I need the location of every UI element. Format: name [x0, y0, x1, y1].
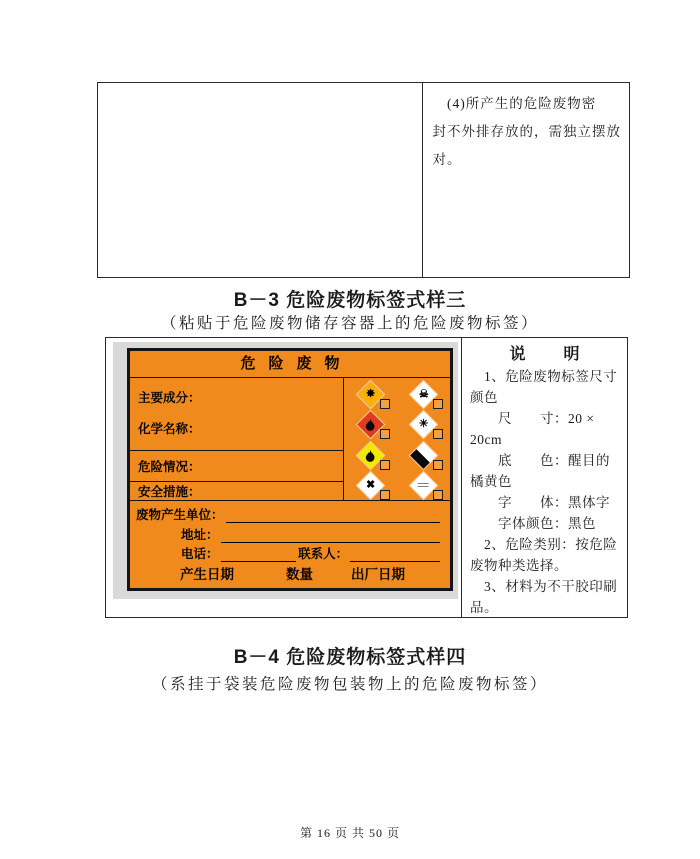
- hazard-checkbox: [380, 399, 390, 409]
- note-line: 字体颜色：黑色: [470, 516, 596, 531]
- hazardous-waste-label: [127, 348, 453, 591]
- note-line: 废物种类选择。: [470, 558, 568, 573]
- note-line: 尺 寸：20 ×: [470, 411, 595, 426]
- pictogram-explosive: [344, 379, 397, 410]
- hazard-checkbox: [380, 490, 390, 500]
- skull-icon: ☠: [410, 381, 437, 408]
- notes-cell: [462, 338, 627, 617]
- notes-header: 说 明: [509, 346, 582, 363]
- ship-date-label: 出厂日期: [351, 567, 405, 583]
- label-figure-cell: [106, 338, 462, 617]
- explosive-icon: ✸: [357, 381, 384, 408]
- phone-label: 电话：: [181, 547, 219, 562]
- paragraph-line: 封不外排存放的，需独立摆放: [432, 124, 621, 139]
- note-line: 橘黄色: [470, 474, 512, 489]
- page-number: 第 16 页 共 50 页: [299, 826, 400, 840]
- note-line: 1、危险废物标签尺寸: [470, 369, 618, 384]
- note-line: 20cm: [470, 432, 502, 447]
- paragraph-line: 对。: [432, 152, 462, 167]
- dates-row: [136, 564, 442, 582]
- paragraph-line: (4)所产生的危险废物密: [432, 96, 597, 111]
- pictogram-flammable: [344, 410, 397, 441]
- note-line: 品。: [470, 600, 498, 615]
- note-line: 颜色: [470, 390, 498, 405]
- label-title: 危险废物: [130, 351, 450, 378]
- section-b4-title: B－4 危险废物标签式样四: [233, 647, 467, 668]
- top-table-empty-cell: [98, 83, 423, 277]
- note-line: 字 体：黑体字: [470, 495, 610, 510]
- producer-label: 废物产生单位：: [136, 507, 224, 522]
- field-main-component: 主要成分：: [138, 391, 201, 406]
- note-line: 2、危险类别：按危险: [470, 537, 618, 552]
- field-safety-measures: 安全措施：: [138, 485, 201, 499]
- cross-icon: ✖: [357, 472, 384, 499]
- hazard-checkbox: [433, 429, 443, 439]
- hazard-pictogram-grid: [343, 378, 450, 500]
- field-cell: [130, 378, 343, 451]
- hazard-checkbox: [380, 429, 390, 439]
- pictogram-corrosive: [397, 440, 450, 471]
- top-table-text-cell: [423, 83, 630, 277]
- producer-row: [136, 505, 442, 523]
- blank-line: [221, 529, 440, 543]
- pictogram-harmful: [344, 471, 397, 502]
- hazard-checkbox: [433, 460, 443, 470]
- section-b3-title: B－3 危险废物标签式样三: [233, 290, 467, 311]
- address-label: 地址：: [181, 527, 219, 542]
- pictogram-miscellaneous: [397, 471, 450, 502]
- label-fields-column: [130, 378, 343, 500]
- section-b3-subtitle: （粘贴于危险废物储存容器上的危险废物标签）: [160, 315, 539, 332]
- pictogram-toxic: [397, 379, 450, 410]
- pictogram-infectious: [397, 410, 450, 441]
- hazard-checkbox: [433, 399, 443, 409]
- pictogram-oxidizer: [344, 440, 397, 471]
- starburst-icon: ✳: [410, 411, 437, 438]
- field-hazard-condition: 危险情况：: [138, 459, 201, 474]
- label-figure-table: [105, 337, 628, 618]
- label-photo-background: [113, 342, 458, 599]
- contact-label: 联系人：: [298, 547, 349, 562]
- section-b4-subtitle: （系挂于袋装危险废物包装物上的危险废物标签）: [151, 676, 548, 693]
- field-cell: [130, 482, 343, 500]
- note-line: 底 色：醒目的: [470, 453, 610, 468]
- blank-line: [226, 509, 440, 523]
- hazard-checkbox: [433, 490, 443, 500]
- note-line: 3、材料为不干胶印刷: [470, 579, 618, 594]
- field-cell: [130, 451, 343, 482]
- blank-line: [221, 548, 297, 562]
- address-row: [136, 525, 442, 543]
- produce-date-label: 产生日期: [180, 567, 234, 583]
- blank-line: [350, 548, 440, 562]
- quantity-label: 数量: [286, 567, 313, 583]
- hazard-checkbox: [380, 460, 390, 470]
- top-table: [97, 82, 630, 278]
- phone-row: [136, 544, 442, 562]
- field-chemical-name: 化学名称：: [138, 422, 201, 437]
- label-mid-section: [130, 378, 450, 501]
- label-form-section: [130, 501, 450, 588]
